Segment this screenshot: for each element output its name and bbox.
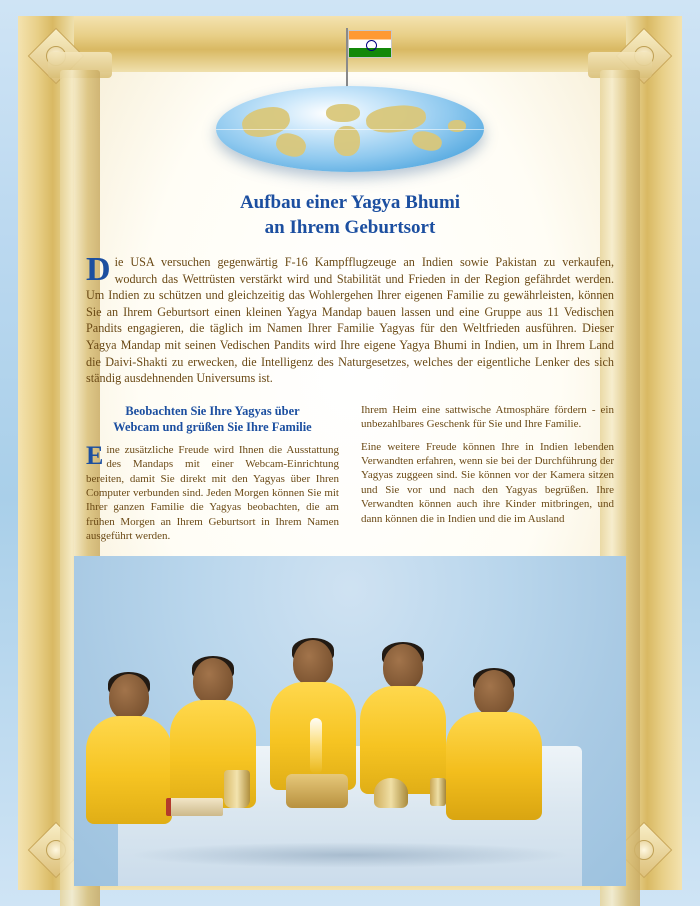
saffron-robe (446, 712, 542, 820)
page-title (86, 190, 614, 240)
intro-text: ie USA versuchen gegenwärtig F-16 Kampfflugzeuge an Indien sowie Pakistan zu verkaufen, wodurch das Wettrüsten verstärkt wird und Stabilität und Frieden in der Region gefährdet werden. Um Indien zu schützen und gleichzeitig das Wohlergehen Ihrer eigenen Familie zu gewährleisten, können Sie an Ihrem Geburtsort einen kleinen Yagya Mandap bauen lassen und eine Gruppe aus 11 Vedischen Pandits engagieren, die täglich im Namen Ihrer Familie Yagyas für den Weltfrieden ausführen. Dieser Yagya Mandap mit seinen Vedischen Pandits wird Ihre eigene Yagya Bhumi in Indien, um in Ihrem Land die Daivi-Shakti zu erwecken, die Intelligenz des Naturgesetzes, welches der eigentliche Lenker des sich ständig ausdehnenden Universums ist. (86, 255, 614, 386)
landmass (334, 126, 360, 156)
title-line-1: Aufbau einer Yagya Bhumi (239, 192, 461, 213)
head (293, 640, 333, 686)
vedic-text-book (166, 798, 223, 816)
pandit-figure (86, 674, 172, 824)
landmass (273, 130, 308, 160)
intro-dropcap: D (86, 251, 111, 288)
equator-line (216, 129, 484, 130)
globe-icon (216, 86, 484, 172)
right-column-paragraph-2: Eine weitere Freude können Ihre in Indien lebenden Verwandten erfahren, wenn sie bei der Durchführung der Yagyas zuggeen sind. Sie können vor der Kamera sitzen und Sie vor und nach den Yagyas begrüßen. Ihre Verwandten können auch ihre Kinder mitbringen, und dann können die in Indien und die im Ausland (361, 440, 614, 525)
two-column-section (86, 403, 614, 552)
yagya-fire (310, 718, 322, 774)
head (109, 674, 149, 720)
brass-vessel (224, 770, 250, 808)
title-line-2: an Ihrem Geburtsort (264, 217, 436, 238)
left-column-heading (86, 403, 339, 435)
brass-offering-plate (374, 778, 408, 808)
landmass (410, 129, 443, 154)
left-heading-line-1: Beobachten Sie Ihre Yagyas über (125, 403, 300, 418)
left-column (86, 403, 339, 552)
left-column-paragraph (86, 440, 339, 544)
left-column-dropcap: E (86, 440, 104, 470)
intro-paragraph (86, 251, 614, 387)
left-column-text: ine zusätzliche Freude wird Ihnen die Ausstattung des Mandaps mit einer Webcam-Einrichtung bereiten, damit Sie direkt mit den Yagyas über Ihren Computer verbunden sind. Jeden Morgen können Sie mit Ihrer ganzen Familie die Yagyas beobachten, die am frühen Morgen an Ihrem Geburtsort in Ihrem Namen ausgeführt werden. (86, 443, 339, 543)
landmass (448, 120, 466, 132)
right-column (361, 403, 614, 552)
brass-pot (430, 778, 446, 806)
photo-shadow (129, 842, 571, 868)
left-heading-line-2: Webcam und grüßen Sie Ihre Familie (113, 419, 312, 434)
head (193, 658, 233, 704)
saffron-robe (86, 716, 172, 824)
yagya-kund (286, 774, 348, 808)
head (383, 644, 423, 690)
landmass (326, 104, 360, 122)
pandit-figure (360, 644, 446, 794)
landmass (365, 103, 427, 135)
ashoka-chakra-icon (366, 40, 377, 51)
yagya-photograph (74, 556, 626, 886)
globe-illustration (200, 28, 500, 178)
indian-flag-icon (348, 30, 392, 58)
right-column-paragraph-1: Ihrem Heim eine sattwische Atmosphäre fördern - ein unbezahlbares Geschenk für Sie und Ihre Familie. (361, 403, 614, 431)
head (474, 670, 514, 716)
pandit-figure (446, 670, 542, 820)
